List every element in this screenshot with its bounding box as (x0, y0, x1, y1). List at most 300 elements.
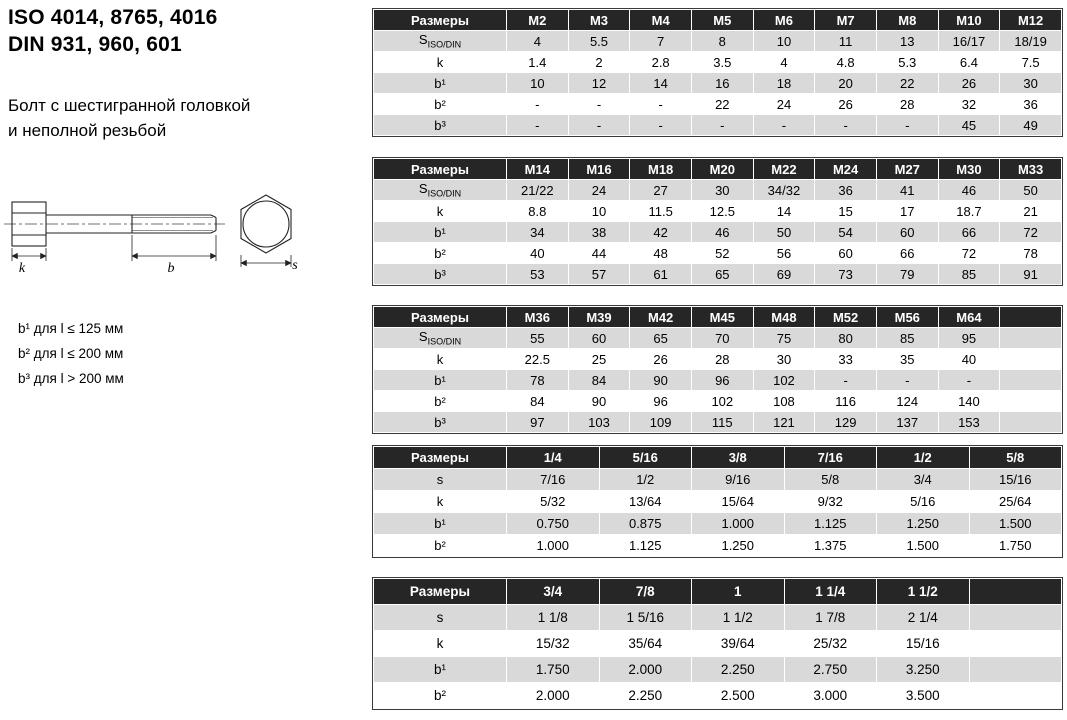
value-cell: 7.5 (1000, 52, 1062, 73)
value-cell: 48 (630, 243, 692, 264)
header-size-cell: M27 (876, 159, 938, 180)
table-row (374, 115, 1062, 136)
header-size-cell: M20 (691, 159, 753, 180)
table-row (374, 605, 1062, 631)
value-cell: 79 (876, 264, 938, 285)
value-cell: 32 (938, 94, 1000, 115)
row-label-cell: b² (374, 535, 507, 557)
value-cell: - (938, 370, 1000, 391)
value-cell: 18/19 (1000, 31, 1062, 52)
value-cell: 5.3 (876, 52, 938, 73)
value-cell: 80 (815, 328, 877, 349)
value-cell: 5/8 (784, 469, 877, 491)
value-cell: 11 (815, 31, 877, 52)
value-cell: 40 (507, 243, 569, 264)
value-cell: - (630, 94, 692, 115)
value-cell: 57 (568, 264, 630, 285)
value-cell (969, 683, 1062, 709)
value-cell: 90 (568, 391, 630, 412)
value-cell: 18.7 (938, 201, 1000, 222)
value-cell (1000, 370, 1062, 391)
value-cell: 109 (630, 412, 692, 433)
bolt-technical-drawing (4, 186, 344, 304)
value-cell: 90 (630, 370, 692, 391)
header-size-cell: M2 (507, 10, 569, 31)
value-cell (1000, 328, 1062, 349)
header-size-cell: M4 (630, 10, 692, 31)
value-cell: 18 (753, 73, 815, 94)
table-row (374, 31, 1062, 52)
value-cell: 40 (938, 349, 1000, 370)
value-cell: 85 (938, 264, 1000, 285)
row-label-cell: k (374, 349, 507, 370)
value-cell: 12.5 (691, 201, 753, 222)
dim-label-s: s (292, 258, 298, 273)
value-cell: 56 (753, 243, 815, 264)
value-cell: 4 (507, 31, 569, 52)
table-row (374, 243, 1062, 264)
table-row (374, 94, 1062, 115)
header-size-cell: M24 (815, 159, 877, 180)
header-size-cell (1000, 307, 1062, 328)
value-cell: 26 (938, 73, 1000, 94)
row-label-cell: b² (374, 391, 507, 412)
bolt-drawing-svg (4, 186, 344, 304)
value-cell: 1 7/8 (784, 605, 877, 631)
header-size-cell: M10 (938, 10, 1000, 31)
chamfer-circle (243, 201, 289, 247)
value-cell: 1.500 (877, 535, 970, 557)
value-cell: 3/4 (877, 469, 970, 491)
header-size-cell: M52 (815, 307, 877, 328)
value-cell: 91 (1000, 264, 1062, 285)
dimension-table (373, 9, 1062, 136)
tip-chamfer-bottom (211, 231, 216, 234)
header-size-cell: 1 1/2 (877, 579, 970, 605)
value-cell: 61 (630, 264, 692, 285)
header-size-cell: M18 (630, 159, 692, 180)
header-size-cell: M16 (568, 159, 630, 180)
value-cell: 121 (753, 412, 815, 433)
row-label-cell: b¹ (374, 370, 507, 391)
table-header-row (374, 447, 1062, 469)
value-cell: 1 1/2 (692, 605, 785, 631)
header-size-cell: 3/8 (692, 447, 785, 469)
value-cell: 116 (815, 391, 877, 412)
value-cell: 8.8 (507, 201, 569, 222)
value-cell: 21 (1000, 201, 1062, 222)
row-label-cell: b² (374, 243, 507, 264)
value-cell: 34/32 (753, 180, 815, 201)
value-cell: 60 (815, 243, 877, 264)
tip-chamfer-top (211, 215, 216, 218)
header-label-cell: Размеры (374, 307, 507, 328)
value-cell: 84 (507, 391, 569, 412)
value-cell: 9/32 (784, 491, 877, 513)
value-cell: 1.4 (507, 52, 569, 73)
value-cell: 129 (815, 412, 877, 433)
value-cell: 96 (691, 370, 753, 391)
table-header-row (374, 307, 1062, 328)
value-cell: 137 (876, 412, 938, 433)
value-cell: 1.125 (599, 535, 692, 557)
bolt-end-view (241, 195, 291, 253)
value-cell: 3.250 (877, 657, 970, 683)
value-cell: 96 (630, 391, 692, 412)
page-title (8, 4, 368, 58)
value-cell: 52 (691, 243, 753, 264)
metric-table-m2-m12 (372, 8, 1063, 137)
page-subtitle (8, 93, 368, 143)
table-row (374, 391, 1062, 412)
table-row (374, 222, 1062, 243)
dimension-tables-panel (372, 0, 1064, 720)
title-iso: ISO 4014, 8765, 4016 (8, 6, 218, 29)
value-cell: 95 (938, 328, 1000, 349)
value-cell: 2.250 (692, 657, 785, 683)
value-cell: 46 (938, 180, 1000, 201)
value-cell: 30 (1000, 73, 1062, 94)
row-label-cell: b¹ (374, 222, 507, 243)
value-cell: - (815, 115, 877, 136)
value-cell: 30 (753, 349, 815, 370)
header-label-cell: Размеры (374, 10, 507, 31)
value-cell: 3.5 (691, 52, 753, 73)
value-cell: 10 (568, 201, 630, 222)
value-cell: 24 (753, 94, 815, 115)
header-size-cell: M42 (630, 307, 692, 328)
value-cell: 50 (1000, 180, 1062, 201)
value-cell: 15/64 (692, 491, 785, 513)
value-cell: 9/16 (692, 469, 785, 491)
row-label-cell: k (374, 52, 507, 73)
value-cell: - (507, 94, 569, 115)
value-cell: - (753, 115, 815, 136)
value-cell: 4 (753, 52, 815, 73)
value-cell: 7 (630, 31, 692, 52)
value-cell: 6.4 (938, 52, 1000, 73)
table-header-row (374, 159, 1062, 180)
value-cell: 124 (876, 391, 938, 412)
value-cell: 75 (753, 328, 815, 349)
value-cell: 42 (630, 222, 692, 243)
value-cell: 1 1/8 (507, 605, 600, 631)
value-cell: 1.750 (507, 657, 600, 683)
value-cell: 102 (691, 391, 753, 412)
value-cell: 115 (691, 412, 753, 433)
value-cell: 60 (568, 328, 630, 349)
dim-label-k: k (18, 261, 26, 276)
row-label-cell: b² (374, 94, 507, 115)
hexagon-outline (241, 195, 291, 253)
value-cell: 22.5 (507, 349, 569, 370)
value-cell: 36 (815, 180, 877, 201)
row-label-cell: k (374, 491, 507, 513)
value-cell: - (876, 115, 938, 136)
note-b1: b¹ для l ≤ 125 мм (18, 321, 124, 336)
value-cell: 2.500 (692, 683, 785, 709)
value-cell: 69 (753, 264, 815, 285)
value-cell: 44 (568, 243, 630, 264)
row-label-cell: $S_{ISO/DIN}$ (374, 328, 507, 349)
thread-length-notes (18, 320, 124, 395)
value-cell: 17 (876, 201, 938, 222)
table-row (374, 491, 1062, 513)
value-cell: 72 (938, 243, 1000, 264)
value-cell: 1.000 (692, 513, 785, 535)
table-row (374, 201, 1062, 222)
header-size-cell: M36 (507, 307, 569, 328)
value-cell: 84 (568, 370, 630, 391)
title-din: DIN 931, 960, 601 (8, 33, 182, 56)
value-cell: 55 (507, 328, 569, 349)
value-cell: 25/32 (784, 631, 877, 657)
value-cell: 72 (1000, 222, 1062, 243)
value-cell: 10 (507, 73, 569, 94)
value-cell: 16 (691, 73, 753, 94)
value-cell: 153 (938, 412, 1000, 433)
value-cell: 1/2 (599, 469, 692, 491)
value-cell: 2 (568, 52, 630, 73)
table-row (374, 469, 1062, 491)
row-label-cell: k (374, 631, 507, 657)
header-size-cell: 5/16 (599, 447, 692, 469)
value-cell: 1 5/16 (599, 605, 692, 631)
value-cell: - (568, 115, 630, 136)
value-cell: 2 1/4 (877, 605, 970, 631)
value-cell: 27 (630, 180, 692, 201)
header-size-cell: M33 (1000, 159, 1062, 180)
value-cell (969, 657, 1062, 683)
value-cell (1000, 349, 1062, 370)
value-cell: - (815, 370, 877, 391)
value-cell (1000, 412, 1062, 433)
value-cell: 11.5 (630, 201, 692, 222)
header-size-cell: 1 1/4 (784, 579, 877, 605)
value-cell: 14 (753, 201, 815, 222)
row-label-cell: b³ (374, 412, 507, 433)
value-cell: - (691, 115, 753, 136)
header-size-cell: M64 (938, 307, 1000, 328)
value-cell: 16/17 (938, 31, 1000, 52)
value-cell: 45 (938, 115, 1000, 136)
header-size-cell: M6 (753, 10, 815, 31)
value-cell: - (876, 370, 938, 391)
table-row (374, 412, 1062, 433)
value-cell: 20 (815, 73, 877, 94)
header-size-cell: M22 (753, 159, 815, 180)
table-header-row (374, 579, 1062, 605)
header-size-cell: M14 (507, 159, 569, 180)
value-cell: 2.000 (507, 683, 600, 709)
left-panel (8, 4, 368, 143)
value-cell: 15/16 (877, 631, 970, 657)
value-cell: 0.875 (599, 513, 692, 535)
subtitle-line-2: и неполной резьбой (8, 121, 167, 140)
value-cell: 5/16 (877, 491, 970, 513)
value-cell: - (507, 115, 569, 136)
value-cell: - (630, 115, 692, 136)
value-cell: 15/16 (969, 469, 1062, 491)
row-label-cell: k (374, 201, 507, 222)
table-row (374, 52, 1062, 73)
value-cell: 1.125 (784, 513, 877, 535)
header-size-cell: M12 (1000, 10, 1062, 31)
value-cell: 24 (568, 180, 630, 201)
header-size-cell: M5 (691, 10, 753, 31)
value-cell: 30 (691, 180, 753, 201)
value-cell: 85 (876, 328, 938, 349)
metric-table-m14-m33 (372, 157, 1063, 286)
value-cell: 0.750 (507, 513, 600, 535)
header-size-cell: 1/2 (877, 447, 970, 469)
table-row (374, 328, 1062, 349)
value-cell: 28 (876, 94, 938, 115)
value-cell: 38 (568, 222, 630, 243)
table-row (374, 73, 1062, 94)
table-header-row (374, 10, 1062, 31)
value-cell: 26 (630, 349, 692, 370)
value-cell: 7/16 (507, 469, 600, 491)
dimension-table (373, 306, 1062, 433)
value-cell: 35/64 (599, 631, 692, 657)
value-cell: 60 (876, 222, 938, 243)
value-cell: 1.250 (692, 535, 785, 557)
value-cell: 108 (753, 391, 815, 412)
value-cell: - (568, 94, 630, 115)
value-cell: 54 (815, 222, 877, 243)
value-cell: 140 (938, 391, 1000, 412)
value-cell: 78 (1000, 243, 1062, 264)
value-cell: 25/64 (969, 491, 1062, 513)
value-cell: 1.375 (784, 535, 877, 557)
value-cell: 46 (691, 222, 753, 243)
header-size-cell: M56 (876, 307, 938, 328)
row-label-cell: $S_{ISO/DIN}$ (374, 180, 507, 201)
value-cell: 15/32 (507, 631, 600, 657)
header-label-cell: Размеры (374, 447, 507, 469)
row-label-cell: b¹ (374, 73, 507, 94)
header-size-cell: M3 (568, 10, 630, 31)
note-b3: b³ для l > 200 мм (18, 371, 124, 386)
table-row (374, 683, 1062, 709)
value-cell: 102 (753, 370, 815, 391)
table-row (374, 349, 1062, 370)
value-cell: 97 (507, 412, 569, 433)
value-cell: 13/64 (599, 491, 692, 513)
value-cell: 33 (815, 349, 877, 370)
value-cell: 1.000 (507, 535, 600, 557)
inch-table-3-4-to-1-1-2 (372, 577, 1063, 710)
table-row (374, 370, 1062, 391)
value-cell: 26 (815, 94, 877, 115)
header-label-cell: Размеры (374, 579, 507, 605)
value-cell: 34 (507, 222, 569, 243)
row-label-cell: b² (374, 683, 507, 709)
header-label-cell: Размеры (374, 159, 507, 180)
value-cell: 66 (876, 243, 938, 264)
value-cell: 1.500 (969, 513, 1062, 535)
value-cell: 65 (691, 264, 753, 285)
value-cell: 2.750 (784, 657, 877, 683)
value-cell: 66 (938, 222, 1000, 243)
value-cell (969, 631, 1062, 657)
value-cell: 2.250 (599, 683, 692, 709)
header-size-cell: M39 (568, 307, 630, 328)
dimension-table (373, 158, 1062, 285)
value-cell: 35 (876, 349, 938, 370)
table-row (374, 513, 1062, 535)
value-cell: 14 (630, 73, 692, 94)
row-label-cell: b³ (374, 115, 507, 136)
value-cell: 5.5 (568, 31, 630, 52)
value-cell: 8 (691, 31, 753, 52)
value-cell: 78 (507, 370, 569, 391)
note-b2: b² для l ≤ 200 мм (18, 346, 124, 361)
dim-label-b: b (167, 261, 175, 276)
value-cell: 41 (876, 180, 938, 201)
value-cell: 22 (876, 73, 938, 94)
value-cell: 15 (815, 201, 877, 222)
header-size-cell: 3/4 (507, 579, 600, 605)
table-row (374, 180, 1062, 201)
row-label-cell: s (374, 469, 507, 491)
table-row (374, 535, 1062, 557)
value-cell: 3.500 (877, 683, 970, 709)
row-label-cell: $S_{ISO/DIN}$ (374, 31, 507, 52)
value-cell: 70 (691, 328, 753, 349)
value-cell: 10 (753, 31, 815, 52)
value-cell: 39/64 (692, 631, 785, 657)
value-cell: 13 (876, 31, 938, 52)
metric-table-m36-m64 (372, 305, 1063, 434)
value-cell: 53 (507, 264, 569, 285)
value-cell: 103 (568, 412, 630, 433)
value-cell (1000, 391, 1062, 412)
value-cell: 2.8 (630, 52, 692, 73)
value-cell: 28 (691, 349, 753, 370)
value-cell: 12 (568, 73, 630, 94)
row-label-cell: s (374, 605, 507, 631)
header-size-cell: 7/16 (784, 447, 877, 469)
header-size-cell: 1/4 (507, 447, 600, 469)
value-cell (969, 605, 1062, 631)
row-label-cell: b¹ (374, 657, 507, 683)
value-cell: 65 (630, 328, 692, 349)
row-label-cell: b³ (374, 264, 507, 285)
table-row (374, 264, 1062, 285)
header-size-cell: M8 (876, 10, 938, 31)
row-label-cell: b¹ (374, 513, 507, 535)
dimension-table (373, 446, 1062, 557)
table-row (374, 631, 1062, 657)
value-cell: 73 (815, 264, 877, 285)
header-size-cell (969, 579, 1062, 605)
value-cell: 4.8 (815, 52, 877, 73)
header-size-cell: M48 (753, 307, 815, 328)
value-cell: 25 (568, 349, 630, 370)
dimension-table (373, 578, 1062, 709)
header-size-cell: M7 (815, 10, 877, 31)
value-cell: 36 (1000, 94, 1062, 115)
subtitle-line-1: Болт с шестигранной головкой (8, 96, 251, 115)
value-cell: 1.250 (877, 513, 970, 535)
header-size-cell: 5/8 (969, 447, 1062, 469)
inch-table-1-4-to-5-8 (372, 445, 1063, 558)
header-size-cell: 7/8 (599, 579, 692, 605)
value-cell: 50 (753, 222, 815, 243)
value-cell: 5/32 (507, 491, 600, 513)
